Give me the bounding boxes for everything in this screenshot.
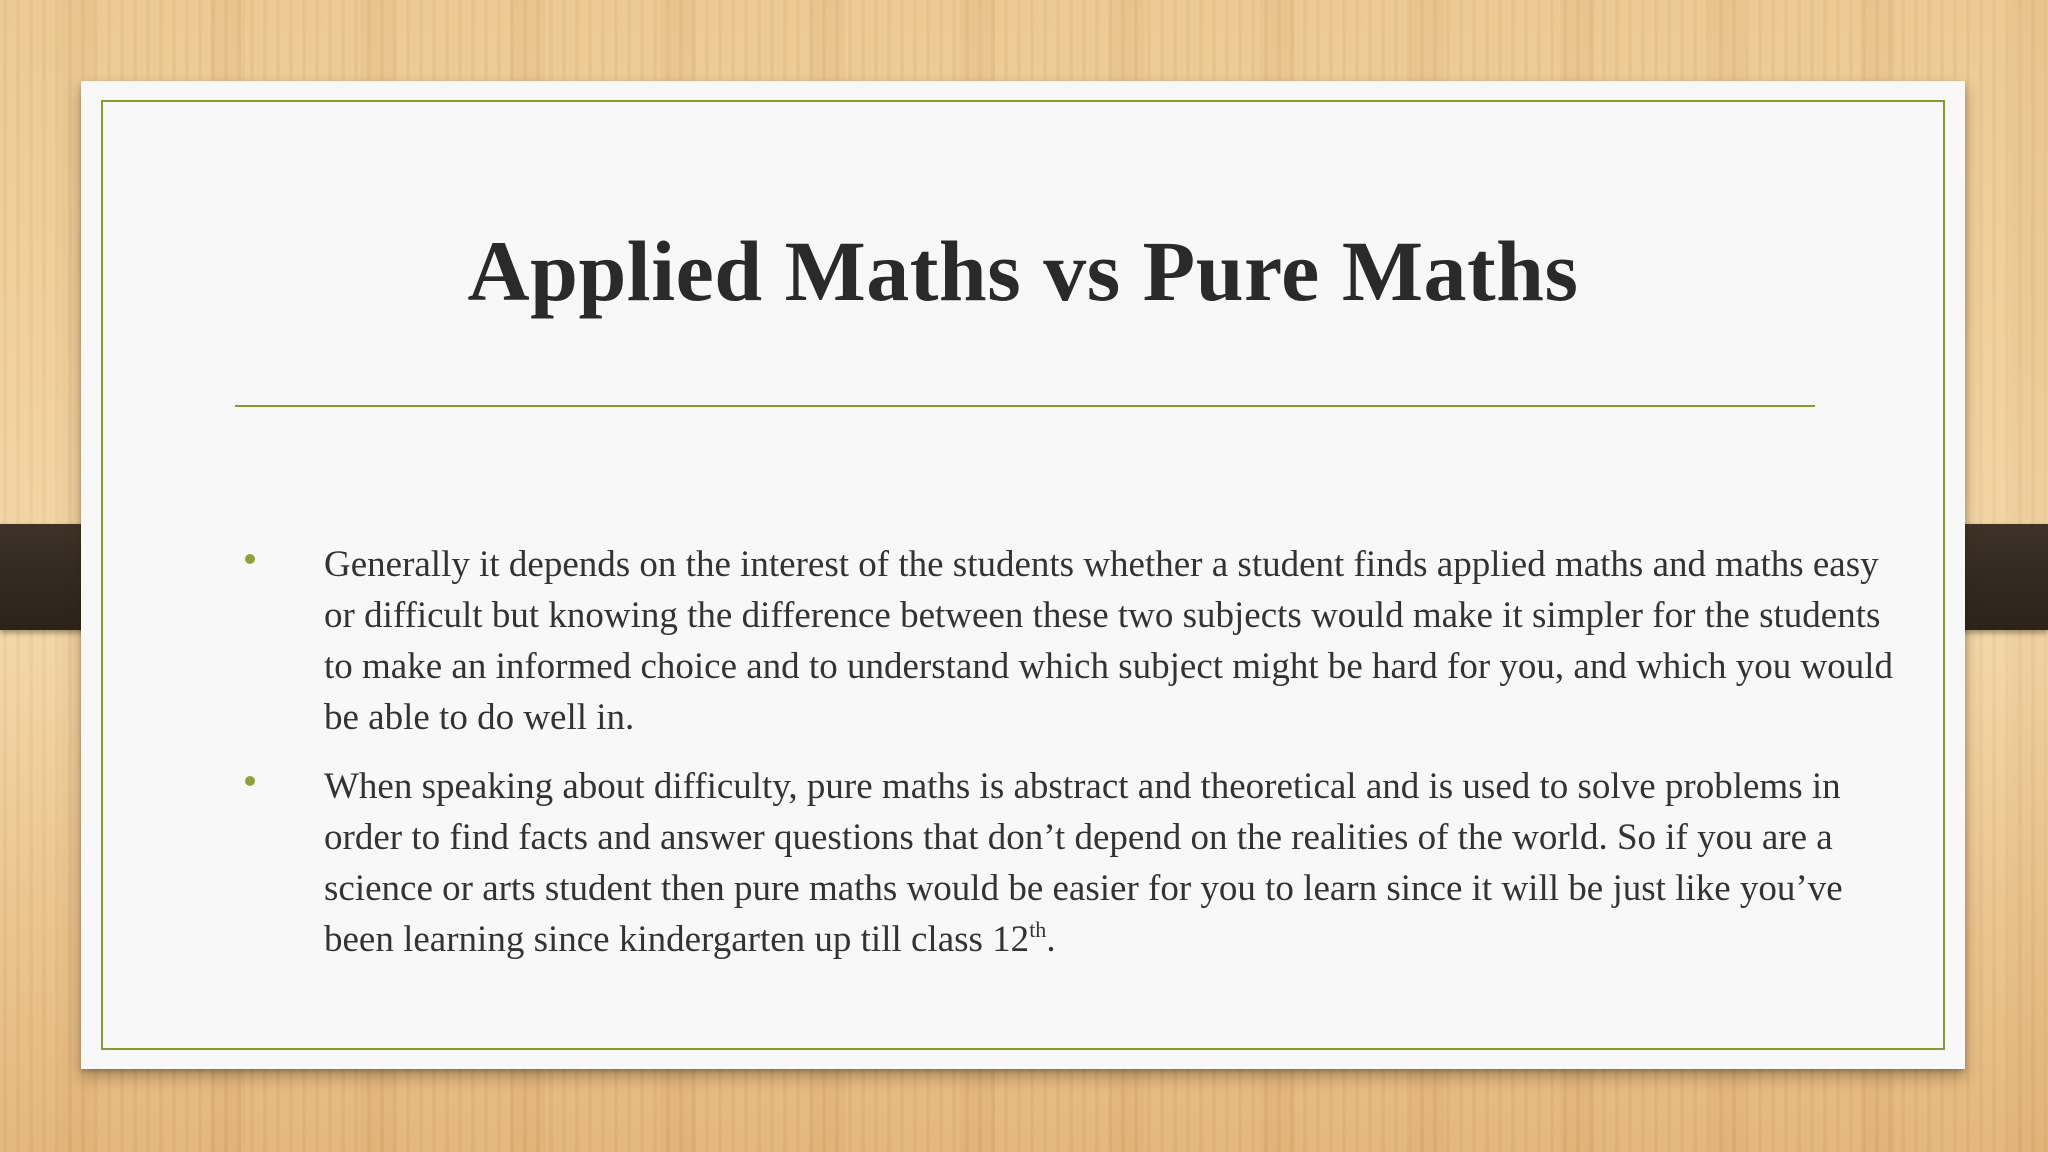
- slide: [81, 81, 1965, 1069]
- title-divider: [235, 405, 1815, 407]
- bullet-text: [324, 766, 1843, 960]
- bullet-icon: [245, 776, 255, 786]
- bullet-text: Generally it depends on the interest of the students whether a student finds applied maths and maths easy or difficult but knowing the difference between these two subjects would make it simpler for the students to make an informed choice and to understand which subject might be hard for you, and which you would be able to do well in.: [324, 544, 1894, 738]
- bullet-icon: [245, 554, 255, 564]
- bullet-text-end: .: [1046, 919, 1056, 960]
- bullet-text-main: When speaking about difficulty, pure maths is abstract and theoretical and is used to solve problems in order to find facts and answer questions that don’t depend on the realities of the world. So if you are a science or arts student then pure maths would be easier for you to learn since it will be just like you’ve been learning since kindergarten up till class 12: [324, 766, 1843, 960]
- bullet-list: [245, 539, 1895, 983]
- slide-title: Applied Maths vs Pure Maths: [467, 223, 1579, 319]
- bullet-item: [245, 539, 1895, 743]
- bullet-item: [245, 761, 1895, 965]
- ordinal-superscript: th: [1029, 917, 1047, 942]
